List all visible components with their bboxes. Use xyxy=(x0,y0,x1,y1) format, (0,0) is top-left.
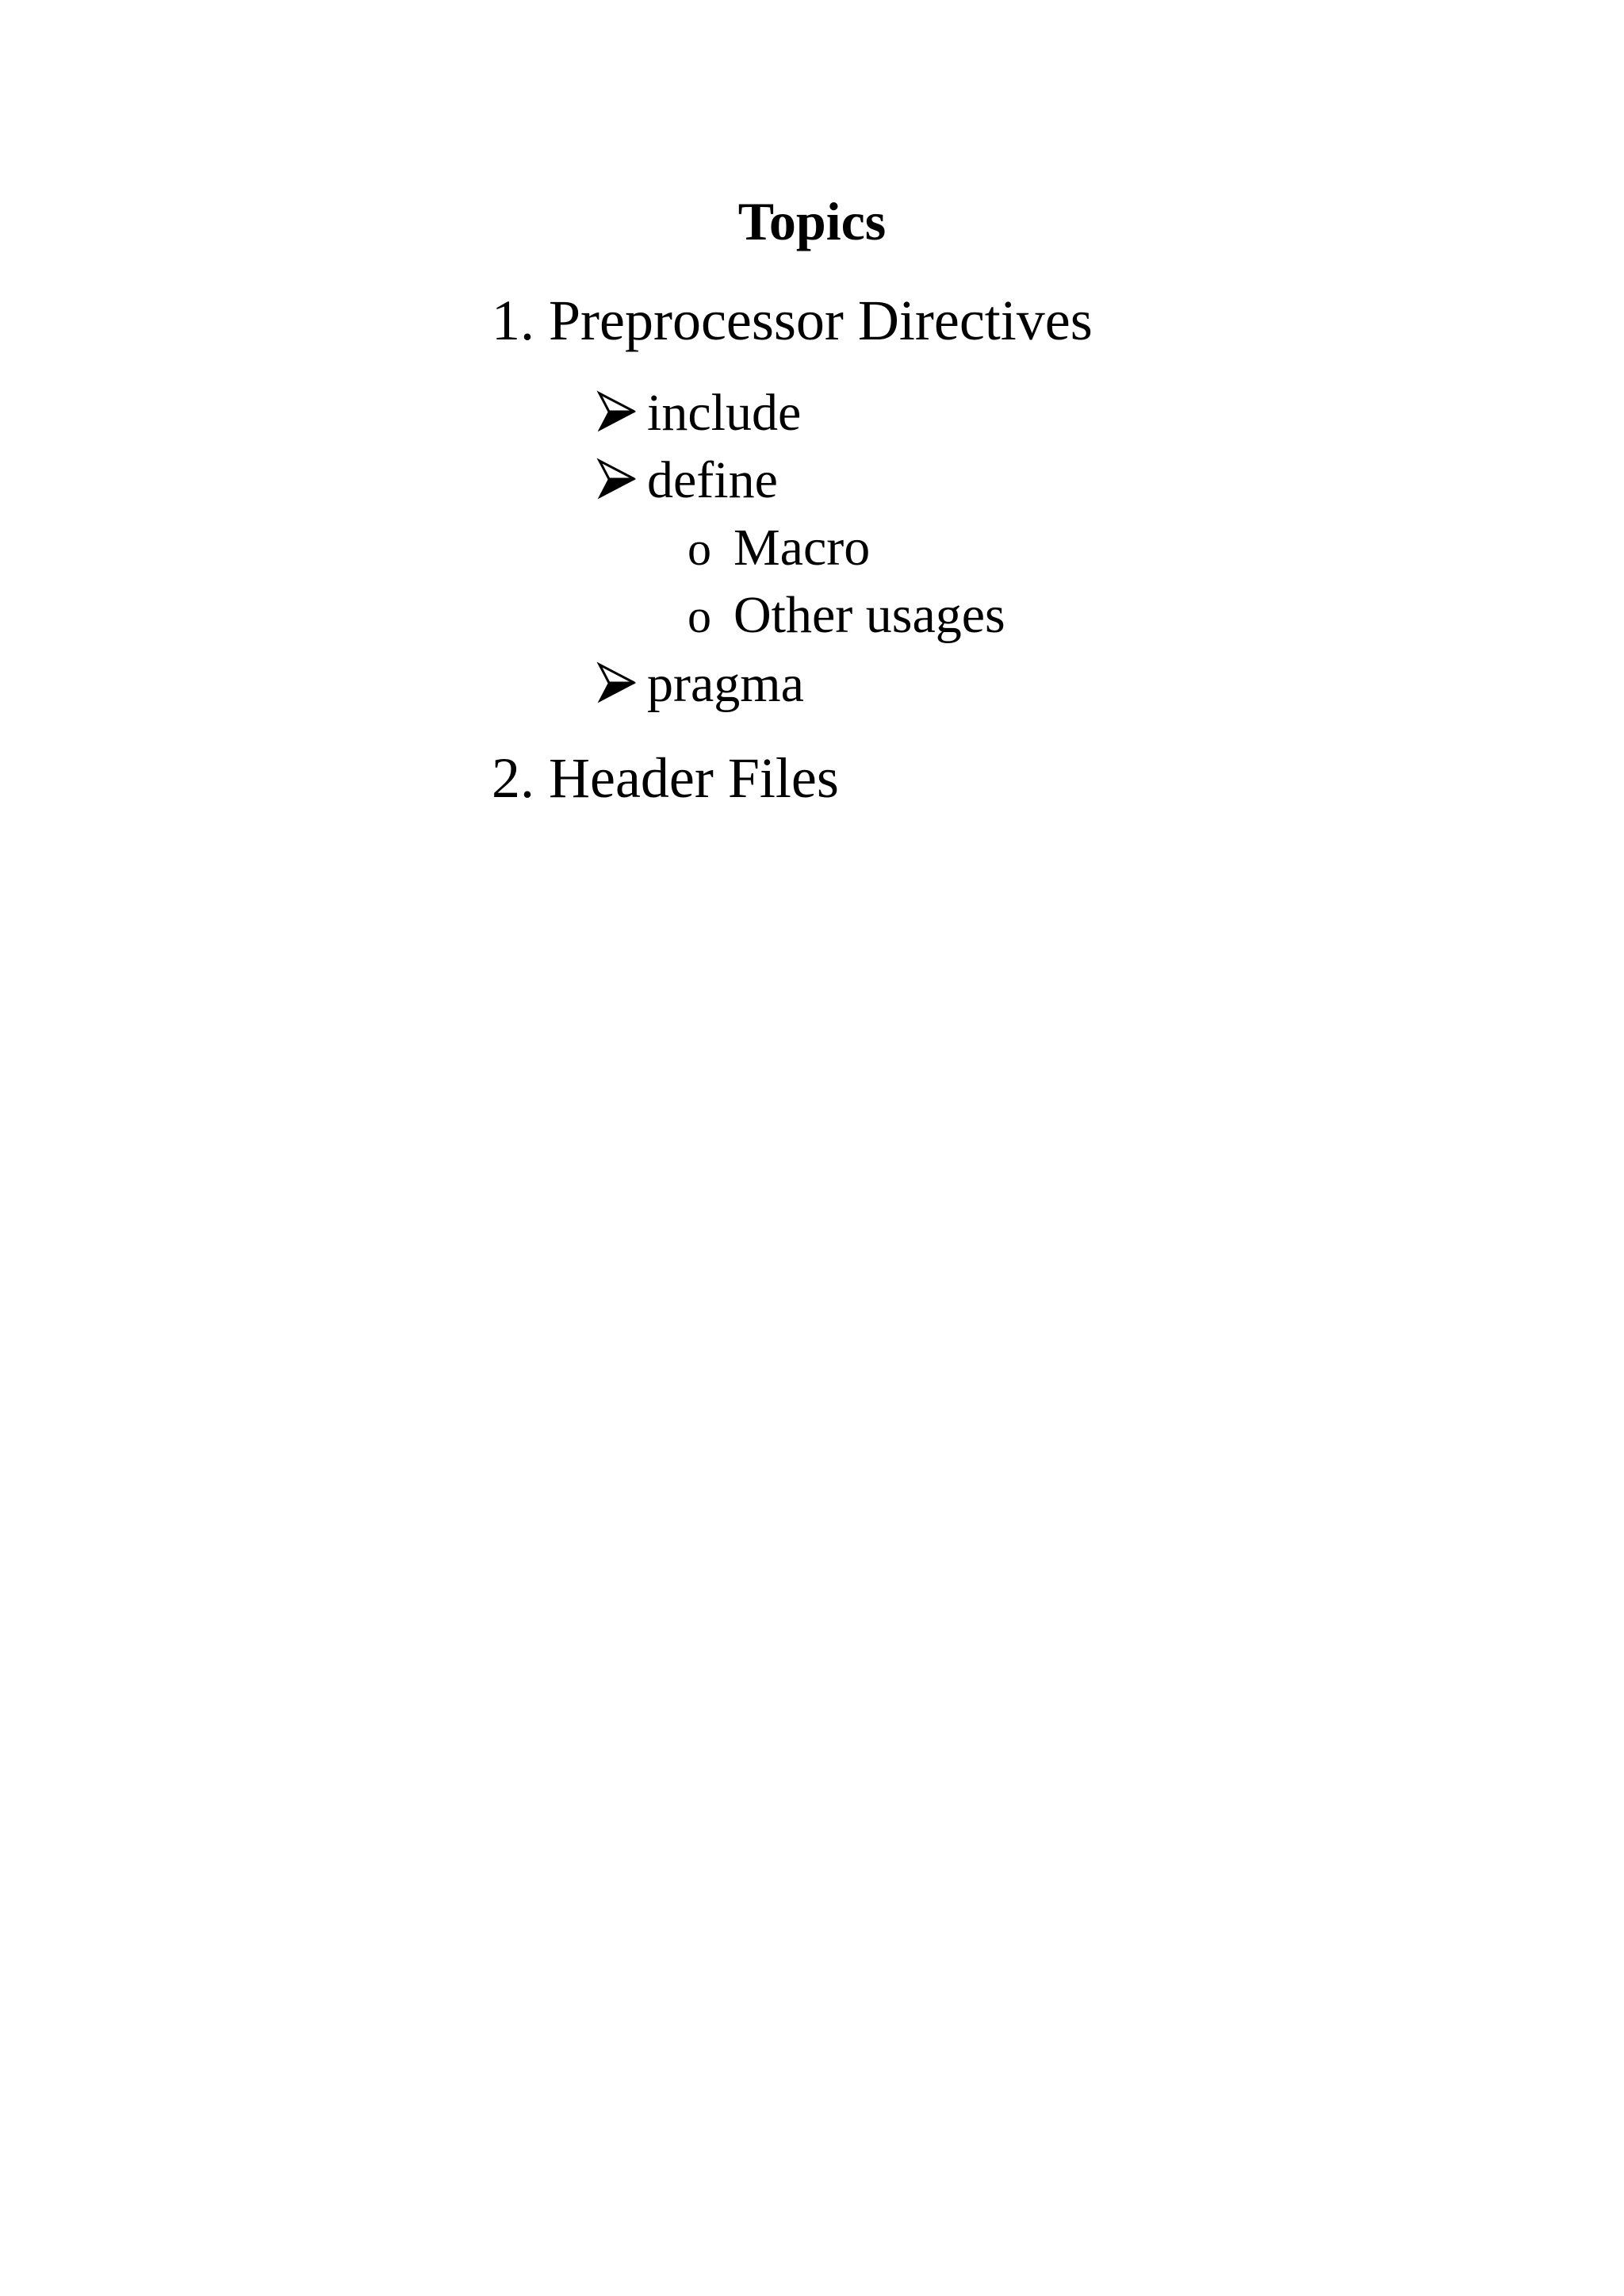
list-number: 1. xyxy=(492,289,534,352)
list-item-pragma xyxy=(593,655,804,713)
list-item-other-usages xyxy=(688,586,1005,644)
list-item-text: Header Files xyxy=(549,746,839,810)
list-item-include xyxy=(593,384,802,442)
list-item-text: define xyxy=(647,451,778,509)
page-title-text: Topics xyxy=(737,191,887,251)
list-item-macro xyxy=(688,519,871,577)
page-title xyxy=(0,191,1624,251)
circle-bullet: o xyxy=(688,523,711,575)
list-number: 2. xyxy=(492,746,534,810)
list-item-header-files xyxy=(492,746,839,810)
arrow-bullet-icon xyxy=(593,661,641,704)
list-item-text: Other usages xyxy=(733,586,1005,644)
list-item-define xyxy=(593,451,778,509)
arrow-bullet-icon xyxy=(593,390,641,433)
list-item-text: pragma xyxy=(647,655,804,713)
list-item-preprocessor-directives xyxy=(492,289,1093,352)
list-item-text: Macro xyxy=(733,519,871,577)
list-item-text: Preprocessor Directives xyxy=(549,289,1093,352)
circle-bullet: o xyxy=(688,590,711,642)
list-item-text: include xyxy=(647,384,802,442)
arrow-bullet-icon xyxy=(593,458,641,500)
